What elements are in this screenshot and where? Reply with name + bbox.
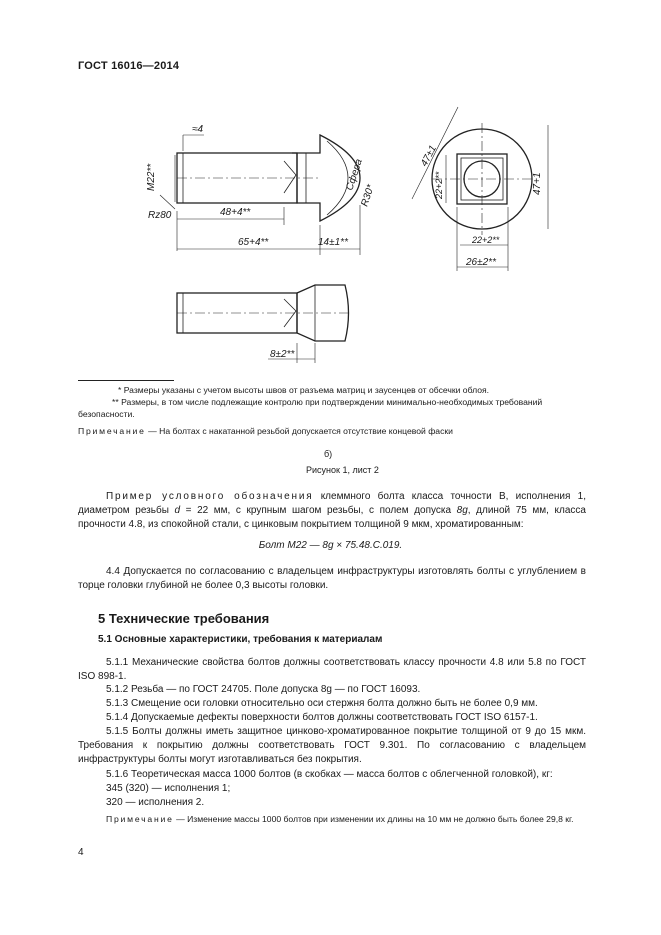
dim-sphere-2: R30*	[359, 183, 377, 208]
footnote-2-cont: безопасности.	[78, 409, 135, 419]
dim-roughness: Rz80	[148, 210, 172, 221]
paragraph-5-1-4: 5.1.4 Допускаемые дефекты поверхности болтов должны соответствовать ГОСТ ISO 6157-1.	[106, 712, 538, 723]
mass-variant-1: 345 (320) — исполнения 1;	[106, 783, 231, 794]
dim-square-inner: 22+2**	[434, 171, 444, 199]
section-5-title: 5 Технические требования	[98, 611, 270, 626]
dim-head-gap: ≈4	[192, 124, 204, 135]
dim-square-diag: 47±1	[418, 143, 440, 169]
dim-lower-head: 8±2**	[270, 349, 295, 360]
note2-label: Примечание	[106, 814, 174, 824]
paragraph-4-4: 4.4 Допускается по согласованию с владельцем инфраструктуры изготовлять болты с углублением в торце головки глубиной не более 0,3 высоты головки.	[78, 566, 586, 591]
page-number: 4	[78, 847, 84, 858]
dim-head-height: 14±1**	[318, 237, 348, 248]
paragraph-5-1-1: 5.1.1 Механические свойства болтов должны соответствовать классу прочности 4.8 или 5.8 по ГОСТ ISO 898-1.	[78, 657, 586, 682]
bolt-drawing	[120, 95, 580, 375]
paragraph-5-1-6: 5.1.6 Теоретическая масса 1000 болтов (в скобках — масса болтов с облегченной головкой), кг:	[106, 769, 553, 780]
paragraph-5-1-2: 5.1.2 Резьба — по ГОСТ 24705. Поле допуска 8g — по ГОСТ 16093.	[106, 684, 421, 695]
dim-square-bottom-outer: 26±2**	[466, 257, 496, 268]
section-5-1-title: 5.1 Основные характеристики, требования к материалам	[98, 634, 383, 645]
example-label: Пример условного обозначения	[106, 491, 314, 502]
note2-text: — Изменение массы 1000 болтов при изменении их длины на 10 мм не должно быть более 29,8 кг.	[173, 814, 574, 824]
note-label: Примечание	[78, 426, 146, 436]
figure-note	[78, 426, 453, 436]
dim-thread: M22**	[146, 163, 157, 191]
figure-variant-label: б)	[324, 449, 333, 459]
dim-square-bottom-inner: 22+2**	[472, 235, 500, 245]
mass-variant-2: 320 — исполнения 2.	[106, 797, 205, 808]
example-paragraph: Пример условного обозначения клеммного болта класса точности В, исполнения 1, диаметром резьбы d = 22 мм, с крупным шагом резьбы, с полем допуска 8g, длиной 75 мм, класса прочности 4.8, из спокойной стали, с цинковым покрытием толщиной 9 мкм, хроматированным:	[78, 491, 586, 530]
footnote-1: * Размеры указаны с учетом высоты швов от разъема матриц и заусенцев от обсечки облоя.	[118, 385, 490, 395]
footnote-2: ** Размеры, в том числе подлежащие контролю при подтверждении минимально-необходимых требований	[112, 397, 543, 407]
dim-thread-length: 48+4**	[220, 207, 251, 218]
figure-caption: Рисунок 1, лист 2	[306, 465, 379, 475]
dim-total-length: 65+4**	[238, 237, 269, 248]
note-text: — На болтах с накатанной резьбой допускается отсутствие концевой фаски	[145, 426, 453, 436]
designation-formula: Болт М22 — 8g × 75.48.С.019.	[258, 540, 403, 551]
paragraph-5-1-3: 5.1.3 Смещение оси головки относительно оси стержня болта должно быть не более 0,9 мм.	[106, 698, 538, 709]
mass-note	[78, 813, 586, 825]
footnote-rule	[78, 380, 174, 381]
dim-square-right: 47+1	[532, 172, 543, 195]
paragraph-5-1-5: 5.1.5 Болты должны иметь защитное цинково-хроматированное покрытие толщиной от 9 до 15 мкм. Требования к покрытию должны соответствовать ГОСТ 9.301. По согласованию с владельцем инфраструктуры болты могут изготавливаться без покрытия.	[78, 726, 586, 765]
document-header: ГОСТ 16016—2014	[78, 60, 180, 72]
dim-sphere-1: Сфера	[344, 157, 365, 192]
